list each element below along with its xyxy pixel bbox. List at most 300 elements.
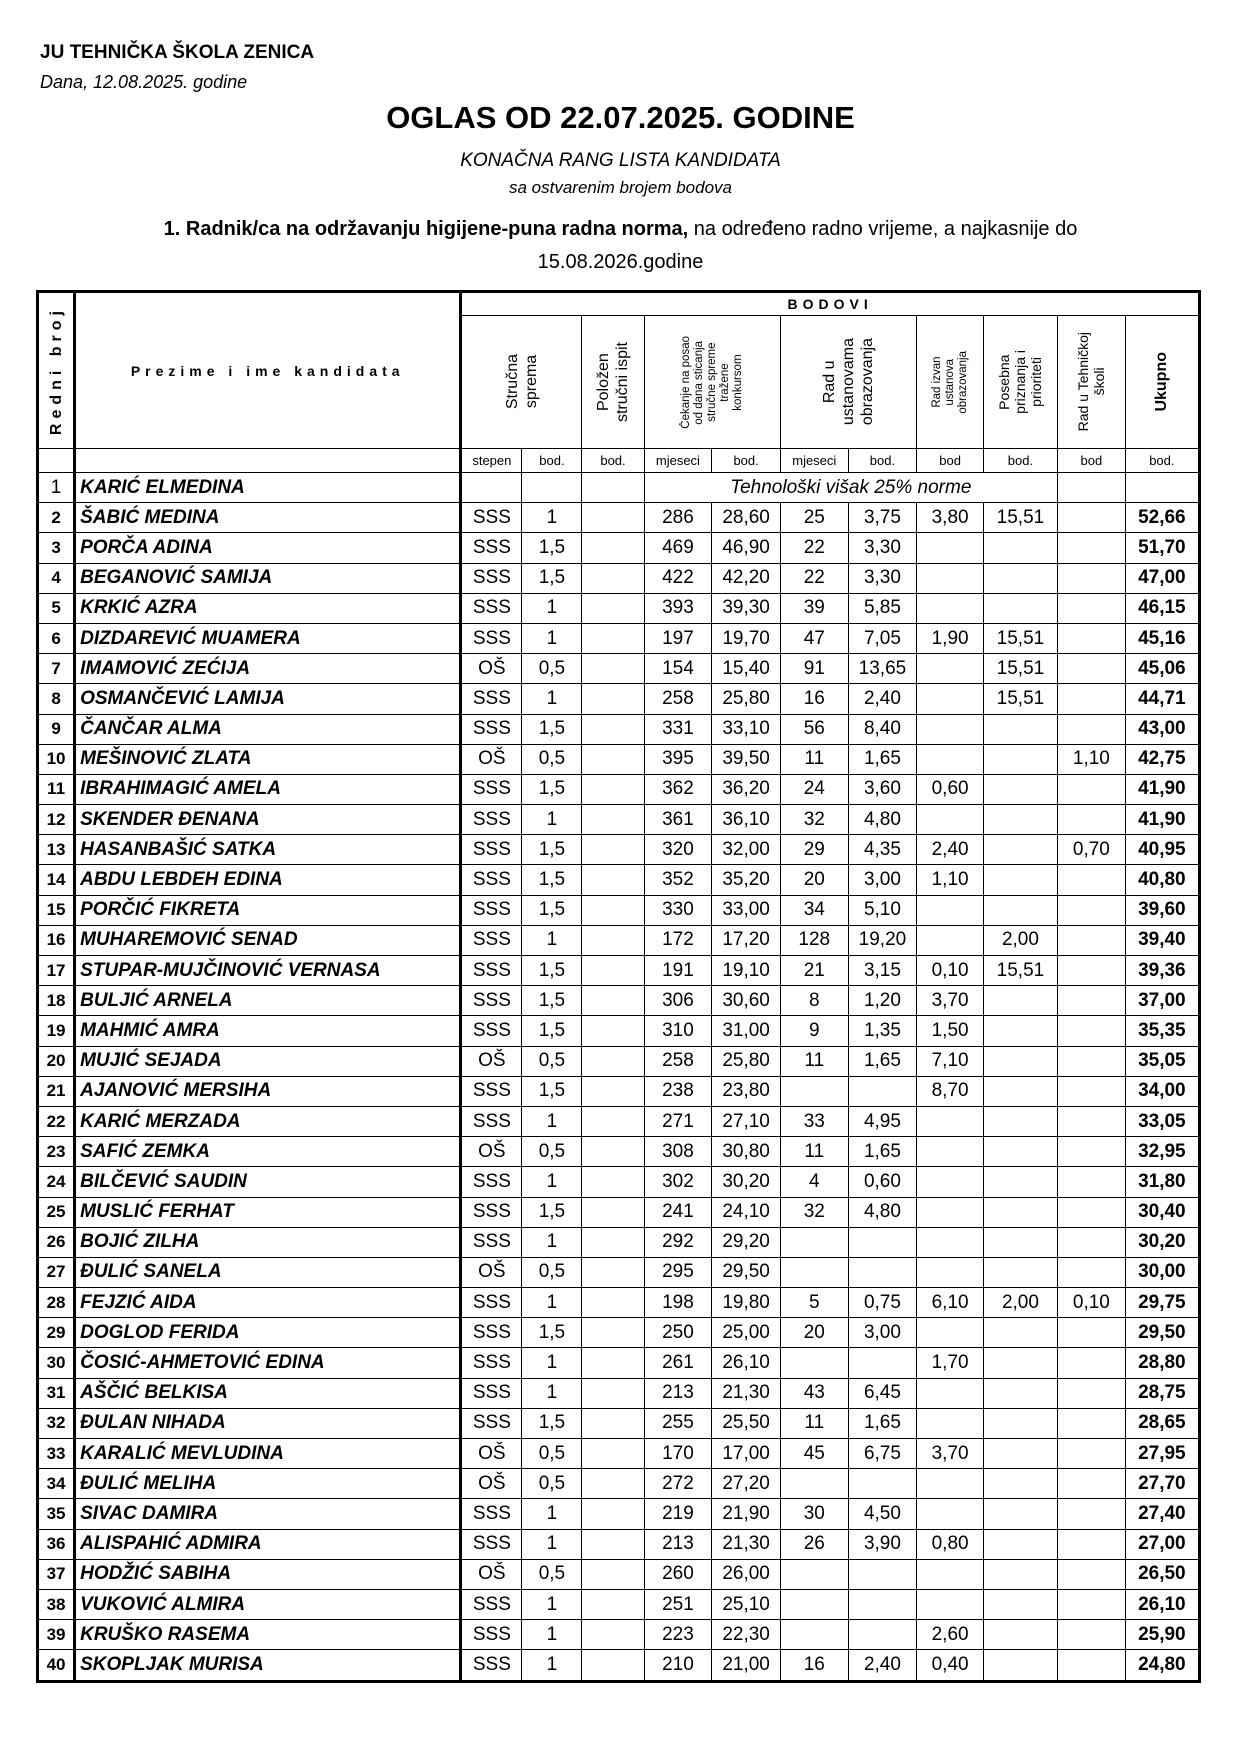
edu-work-months: 24 (780, 774, 848, 804)
education-level: SSS (461, 835, 522, 865)
school-work-points (1058, 503, 1126, 533)
candidate-name: FEJZIĆ AIDA (75, 1288, 461, 1318)
edu-work-points: 3,00 (848, 1318, 917, 1348)
school-work-points (1058, 684, 1126, 714)
other-work-points: 6,10 (917, 1288, 984, 1318)
rank-cell: 24 (38, 1167, 75, 1197)
education-level: OŠ (461, 1439, 522, 1469)
other-work-points: 7,10 (917, 1046, 984, 1076)
list-subtitle-note: sa ostvarenim brojem bodova (508, 178, 732, 197)
total-points: 45,16 (1125, 623, 1199, 653)
waiting-months: 198 (644, 1288, 712, 1318)
rank-cell: 11 (38, 774, 75, 804)
priority-points (983, 1650, 1057, 1681)
waiting-months: 260 (644, 1559, 712, 1589)
waiting-points: 21,30 (712, 1378, 781, 1408)
table-row (38, 714, 1200, 744)
rank-cell: 13 (38, 835, 75, 865)
priority-points (983, 805, 1057, 835)
candidate-name: ČANČAR ALMA (75, 714, 461, 744)
education-level: SSS (461, 865, 522, 895)
rank-cell: 32 (38, 1408, 75, 1438)
education-level: SSS (461, 1378, 522, 1408)
priority-points (983, 1227, 1057, 1257)
total-points: 28,65 (1125, 1408, 1199, 1438)
edu-work-months: 32 (780, 805, 848, 835)
exam-points (582, 1106, 644, 1136)
other-work-points (917, 1227, 984, 1257)
school-work-points (1058, 1137, 1126, 1167)
candidate-name: PORČA ADINA (75, 533, 461, 563)
waiting-points: 17,20 (712, 925, 781, 955)
priority-points (983, 1106, 1057, 1136)
waiting-points: 28,60 (712, 503, 781, 533)
table-row (38, 503, 1200, 533)
education-level: OŠ (461, 1469, 522, 1499)
education-points: 0,5 (522, 1559, 582, 1589)
education-points: 1,5 (522, 1016, 582, 1046)
education-points: 1 (522, 1106, 582, 1136)
education-level: SSS (461, 1499, 522, 1529)
total-points: 29,50 (1125, 1318, 1199, 1348)
other-work-points (917, 925, 984, 955)
priority-points (983, 1137, 1057, 1167)
total-points: 27,00 (1125, 1529, 1199, 1559)
edu-work-months: 20 (780, 1318, 848, 1348)
waiting-months: 362 (644, 774, 712, 804)
rank-cell: 33 (38, 1439, 75, 1469)
edu-work-points: 4,35 (848, 835, 917, 865)
edu-work-points: 4,80 (848, 805, 917, 835)
rank-cell: 18 (38, 986, 75, 1016)
total-points: 29,75 (1125, 1288, 1199, 1318)
school-work-points (1058, 533, 1126, 563)
priority-points (983, 744, 1057, 774)
candidate-name: HODŽIĆ SABIHA (75, 1559, 461, 1589)
edu-work-points: 6,75 (848, 1439, 917, 1469)
education-level: SSS (461, 895, 522, 925)
education-level: SSS (461, 563, 522, 593)
table-row (38, 986, 1200, 1016)
exam-points (582, 1227, 644, 1257)
other-work-points (917, 1559, 984, 1589)
edu-work-points (848, 1559, 917, 1589)
table-row (38, 654, 1200, 684)
priority-points: 2,00 (983, 925, 1057, 955)
education-level: OŠ (461, 654, 522, 684)
rank-cell: 28 (38, 1288, 75, 1318)
waiting-months: 250 (644, 1318, 712, 1348)
school-work-points: 0,10 (1058, 1288, 1126, 1318)
edu-work-months: 5 (780, 1288, 848, 1318)
school-work-points (1058, 1197, 1126, 1227)
candidate-name: KARIĆ ELMEDINA (75, 473, 461, 503)
other-work-points (917, 1137, 984, 1167)
priority-points (983, 986, 1057, 1016)
rank-cell: 31 (38, 1378, 75, 1408)
priority-points (983, 774, 1057, 804)
waiting-points: 26,00 (712, 1559, 781, 1589)
exam-points (582, 654, 644, 684)
education-points: 1 (522, 1378, 582, 1408)
other-work-points (917, 533, 984, 563)
other-work-points (917, 1167, 984, 1197)
table-row (38, 563, 1200, 593)
table-row (38, 805, 1200, 835)
subheader-empty (38, 449, 75, 473)
waiting-points: 39,50 (712, 744, 781, 774)
candidate-name: MUJIĆ SEJADA (75, 1046, 461, 1076)
education-points: 1 (522, 623, 582, 653)
waiting-points: 29,50 (712, 1257, 781, 1287)
candidate-name: SKENDER ĐENANA (75, 805, 461, 835)
education-points: 1 (522, 684, 582, 714)
priority-points (983, 1378, 1057, 1408)
priority-points (983, 1439, 1057, 1469)
education-points: 1,5 (522, 1076, 582, 1106)
exam-points (582, 895, 644, 925)
waiting-points: 26,10 (712, 1348, 781, 1378)
edu-work-points: 3,30 (848, 563, 917, 593)
col-header-polozen-ispit: Položen stručni ispit (582, 316, 644, 449)
document-date: Dana, 12.08.2025. godine (40, 72, 248, 92)
subheader-bod: bod (917, 449, 984, 473)
candidate-name: DIZDAREVIĆ MUAMERA (75, 623, 461, 653)
edu-work-points: 4,80 (848, 1197, 917, 1227)
total-points: 35,05 (1125, 1046, 1199, 1076)
other-work-points (917, 1318, 984, 1348)
rank-cell: 37 (38, 1559, 75, 1589)
rank-cell: 14 (38, 865, 75, 895)
rank-cell: 34 (38, 1469, 75, 1499)
edu-work-months: 8 (780, 986, 848, 1016)
school-work-points (1058, 1016, 1126, 1046)
edu-work-points (848, 1620, 917, 1650)
total-points: 27,95 (1125, 1439, 1199, 1469)
subheader-bod: bod. (582, 449, 644, 473)
subheader-mjeseci: mjeseci (780, 449, 848, 473)
edu-work-months (780, 1257, 848, 1287)
waiting-points: 33,10 (712, 714, 781, 744)
candidate-name: ABDU LEBDEH EDINA (75, 865, 461, 895)
total-points: 39,40 (1125, 925, 1199, 955)
waiting-months: 261 (644, 1348, 712, 1378)
priority-points: 15,51 (983, 623, 1057, 653)
waiting-months: 219 (644, 1499, 712, 1529)
waiting-months: 306 (644, 986, 712, 1016)
school-work-points (1058, 714, 1126, 744)
total-points: 26,50 (1125, 1559, 1199, 1589)
education-level: SSS (461, 1620, 522, 1650)
candidate-name: ĐULIĆ MELIHA (75, 1469, 461, 1499)
edu-work-months: 11 (780, 1137, 848, 1167)
table-row (38, 1197, 1200, 1227)
waiting-months: 422 (644, 563, 712, 593)
exam-points (582, 1016, 644, 1046)
exam-points (582, 774, 644, 804)
subheader-bod: bod (1058, 449, 1126, 473)
edu-work-points (848, 1227, 917, 1257)
exam-points (582, 1378, 644, 1408)
total-points: 37,00 (1125, 986, 1199, 1016)
priority-points: 15,51 (983, 956, 1057, 986)
table-row (38, 684, 1200, 714)
school-work-points (1058, 956, 1126, 986)
candidate-name: IMAMOVIĆ ZEĆIJA (75, 654, 461, 684)
edu-work-months: 9 (780, 1016, 848, 1046)
position-terms: na određeno radno vrijeme, a najkasnije do (688, 218, 1078, 240)
priority-points (983, 533, 1057, 563)
table-row (38, 835, 1200, 865)
total-points: 51,70 (1125, 533, 1199, 563)
priority-points (983, 1318, 1057, 1348)
exam-points (582, 593, 644, 623)
school-work-points (1058, 623, 1126, 653)
school-work-points (1058, 1257, 1126, 1287)
table-cell (461, 473, 522, 503)
waiting-months: 308 (644, 1137, 712, 1167)
edu-work-months: 22 (780, 533, 848, 563)
table-row (38, 1378, 1200, 1408)
edu-work-months (780, 1469, 848, 1499)
other-work-points (917, 1197, 984, 1227)
other-work-points: 3,70 (917, 986, 984, 1016)
rank-cell: 30 (38, 1348, 75, 1378)
table-row (38, 533, 1200, 563)
waiting-months: 393 (644, 593, 712, 623)
table-row (38, 1137, 1200, 1167)
school-work-points (1058, 1408, 1126, 1438)
rank-cell: 7 (38, 654, 75, 684)
total-points: 27,40 (1125, 1499, 1199, 1529)
table-row (38, 1559, 1200, 1589)
edu-work-points: 1,20 (848, 986, 917, 1016)
waiting-points: 25,50 (712, 1408, 781, 1438)
subheader-mjeseci: mjeseci (644, 449, 712, 473)
education-level: SSS (461, 593, 522, 623)
exam-points (582, 623, 644, 653)
waiting-months: 191 (644, 956, 712, 986)
education-level: SSS (461, 1197, 522, 1227)
total-points: 44,71 (1125, 684, 1199, 714)
priority-points (983, 1348, 1057, 1378)
education-level: SSS (461, 774, 522, 804)
rank-cell: 20 (38, 1046, 75, 1076)
waiting-points: 32,00 (712, 835, 781, 865)
education-level: SSS (461, 986, 522, 1016)
table-row (38, 1318, 1200, 1348)
waiting-points: 19,80 (712, 1288, 781, 1318)
table-cell (522, 473, 582, 503)
other-work-points (917, 1408, 984, 1438)
edu-work-points: 2,40 (848, 1650, 917, 1681)
waiting-points: 30,20 (712, 1167, 781, 1197)
rank-cell: 26 (38, 1227, 75, 1257)
priority-points (983, 1257, 1057, 1287)
candidate-name: STUPAR-MUJČINOVIĆ VERNASA (75, 956, 461, 986)
table-row (38, 1650, 1200, 1681)
edu-work-points: 5,10 (848, 895, 917, 925)
table-row (38, 1076, 1200, 1106)
school-work-points (1058, 1106, 1126, 1136)
education-level: SSS (461, 925, 522, 955)
col-header-rad-u-tehnickoj: Rad u Tehničkoj školi (1058, 316, 1126, 449)
edu-work-points: 4,95 (848, 1106, 917, 1136)
candidate-name: KARIĆ MERZADA (75, 1106, 461, 1136)
education-level: OŠ (461, 1137, 522, 1167)
education-points: 1 (522, 1288, 582, 1318)
total-points: 26,10 (1125, 1589, 1199, 1619)
other-work-points: 2,60 (917, 1620, 984, 1650)
education-points: 0,5 (522, 1257, 582, 1287)
rank-cell: 3 (38, 533, 75, 563)
other-work-points (917, 1257, 984, 1287)
education-points: 1,5 (522, 835, 582, 865)
school-work-points (1058, 1589, 1126, 1619)
priority-points (983, 835, 1057, 865)
other-work-points (917, 1106, 984, 1136)
other-work-points (917, 684, 984, 714)
table-row (38, 895, 1200, 925)
edu-work-points: 6,45 (848, 1378, 917, 1408)
total-points: 34,00 (1125, 1076, 1199, 1106)
edu-work-months (780, 1227, 848, 1257)
education-level: SSS (461, 1348, 522, 1378)
surplus-note: Tehnološki višak 25% norme (644, 473, 1057, 503)
edu-work-points: 13,65 (848, 654, 917, 684)
exam-points (582, 835, 644, 865)
school-work-points (1058, 563, 1126, 593)
school-work-points: 1,10 (1058, 744, 1126, 774)
education-points: 1 (522, 805, 582, 835)
table-cell (1125, 473, 1199, 503)
waiting-points: 19,70 (712, 623, 781, 653)
edu-work-months: 21 (780, 956, 848, 986)
waiting-months: 210 (644, 1650, 712, 1681)
exam-points (582, 925, 644, 955)
education-level: SSS (461, 714, 522, 744)
total-points: 40,80 (1125, 865, 1199, 895)
education-level: SSS (461, 1016, 522, 1046)
candidate-name: IBRAHIMAGIĆ AMELA (75, 774, 461, 804)
table-row (38, 593, 1200, 623)
education-points: 1 (522, 1650, 582, 1681)
education-points: 0,5 (522, 1469, 582, 1499)
exam-points (582, 744, 644, 774)
school-work-points (1058, 1620, 1126, 1650)
school-work-points (1058, 1348, 1126, 1378)
priority-points (983, 563, 1057, 593)
waiting-points: 36,20 (712, 774, 781, 804)
education-level: SSS (461, 1288, 522, 1318)
school-work-points (1058, 986, 1126, 1016)
education-level: SSS (461, 1167, 522, 1197)
edu-work-points: 2,40 (848, 684, 917, 714)
exam-points (582, 1167, 644, 1197)
waiting-points: 27,20 (712, 1469, 781, 1499)
total-points: 28,80 (1125, 1348, 1199, 1378)
education-level: SSS (461, 1106, 522, 1136)
priority-points: 2,00 (983, 1288, 1057, 1318)
table-row (38, 1046, 1200, 1076)
total-points: 30,40 (1125, 1197, 1199, 1227)
other-work-points (917, 1499, 984, 1529)
rank-cell: 10 (38, 744, 75, 774)
candidate-name: BOJIĆ ZILHA (75, 1227, 461, 1257)
subheader-bod: bod. (1125, 449, 1199, 473)
total-points: 35,35 (1125, 1016, 1199, 1046)
school-work-points (1058, 1076, 1126, 1106)
education-level: SSS (461, 1589, 522, 1619)
education-points: 1,5 (522, 1318, 582, 1348)
education-points: 1,5 (522, 956, 582, 986)
table-row (38, 744, 1200, 774)
total-points: 39,36 (1125, 956, 1199, 986)
education-points: 1,5 (522, 895, 582, 925)
candidate-name: MUSLIĆ FERHAT (75, 1197, 461, 1227)
edu-work-months (780, 1076, 848, 1106)
rank-cell: 29 (38, 1318, 75, 1348)
school-work-points (1058, 1167, 1126, 1197)
waiting-points: 24,10 (712, 1197, 781, 1227)
exam-points (582, 563, 644, 593)
col-group-bodovi: BODOVI (461, 292, 1200, 316)
table-row (38, 1257, 1200, 1287)
waiting-points: 17,00 (712, 1439, 781, 1469)
candidate-name: KRKIĆ AZRA (75, 593, 461, 623)
rank-cell: 19 (38, 1016, 75, 1046)
rank-cell: 5 (38, 593, 75, 623)
edu-work-months: 30 (780, 1499, 848, 1529)
education-points: 1,5 (522, 1197, 582, 1227)
waiting-points: 30,80 (712, 1137, 781, 1167)
table-cell (1058, 473, 1126, 503)
position-deadline: 15.08.2026.godine (537, 251, 704, 273)
col-header-rad-izvan: Rad izvan ustanova obrazovanja (917, 316, 984, 449)
education-points: 0,5 (522, 1439, 582, 1469)
edu-work-points: 1,35 (848, 1016, 917, 1046)
total-points: 32,95 (1125, 1137, 1199, 1167)
edu-work-points (848, 1589, 917, 1619)
waiting-points: 30,60 (712, 986, 781, 1016)
waiting-points: 25,80 (712, 1046, 781, 1076)
priority-points (983, 1167, 1057, 1197)
rank-cell: 35 (38, 1499, 75, 1529)
waiting-months: 223 (644, 1620, 712, 1650)
waiting-points: 29,20 (712, 1227, 781, 1257)
edu-work-points: 7,05 (848, 623, 917, 653)
edu-work-months (780, 1559, 848, 1589)
table-row (38, 473, 1200, 503)
rank-cell: 9 (38, 714, 75, 744)
education-points: 1,5 (522, 563, 582, 593)
other-work-points (917, 744, 984, 774)
school-work-points (1058, 1318, 1126, 1348)
rank-cell: 38 (38, 1589, 75, 1619)
table-row (38, 623, 1200, 653)
position-title: 1. Radnik/ca na održavanju higijene-puna radna norma, (163, 218, 689, 240)
edu-work-months: 33 (780, 1106, 848, 1136)
total-points: 33,05 (1125, 1106, 1199, 1136)
education-points: 1 (522, 925, 582, 955)
waiting-points: 21,30 (712, 1529, 781, 1559)
priority-points (983, 865, 1057, 895)
total-points: 25,90 (1125, 1620, 1199, 1650)
edu-work-months: 29 (780, 835, 848, 865)
table-row (38, 925, 1200, 955)
exam-points (582, 1589, 644, 1619)
exam-points (582, 1408, 644, 1438)
